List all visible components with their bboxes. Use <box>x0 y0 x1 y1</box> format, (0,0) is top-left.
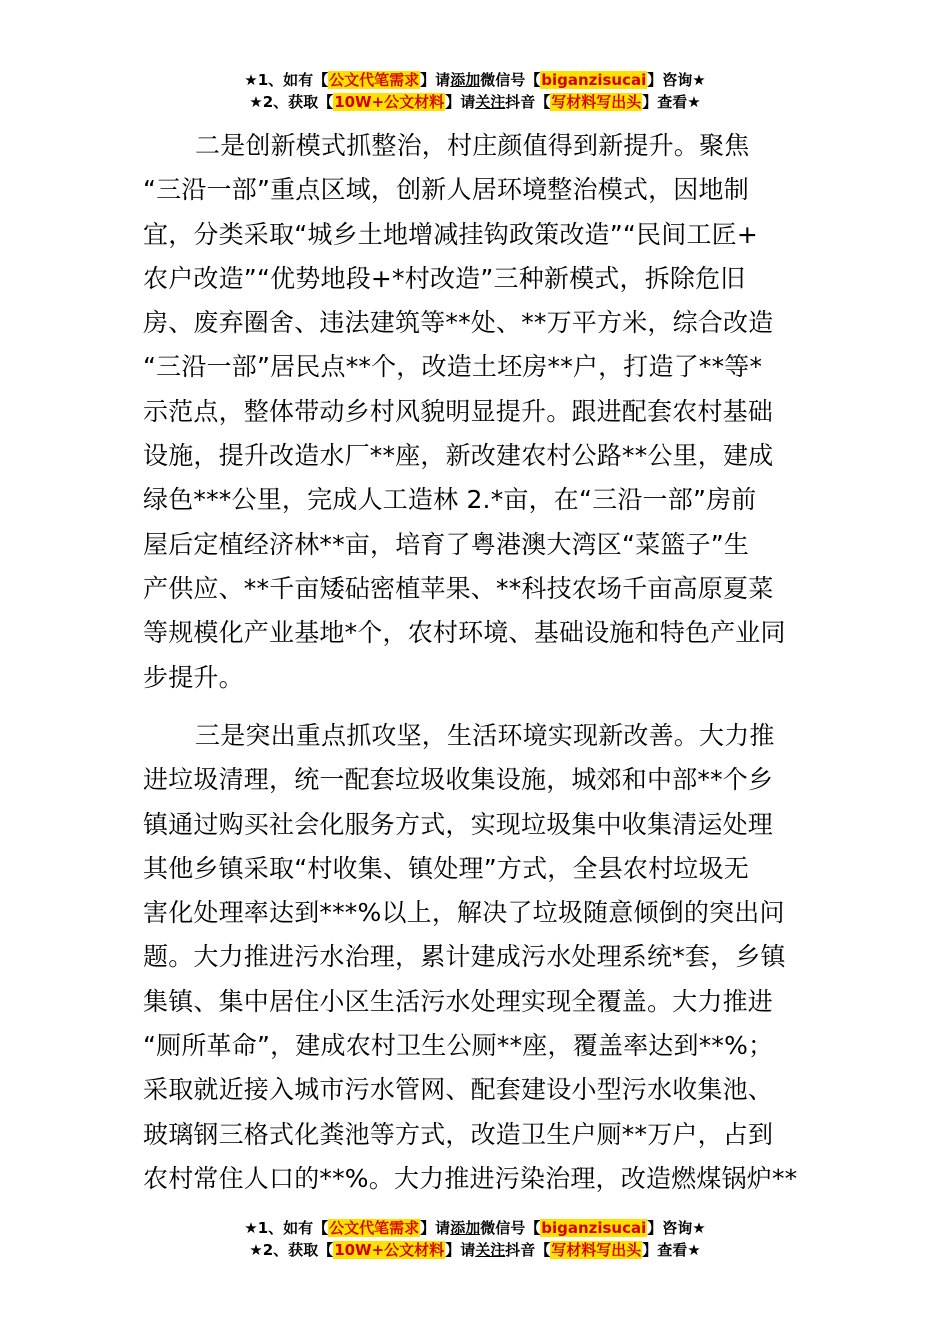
banner-text: 微信号【 <box>480 1219 541 1237</box>
text-line: “厕所革命”，建成农村卫生公厕**座，覆盖率达到**%； <box>143 1031 774 1061</box>
text-line: 采取就近接入城市污水管网、配套建设小型污水收集池、 <box>143 1075 774 1105</box>
banner-highlight: 写材料写出头 <box>551 93 642 111</box>
banner-text: 】查看★ <box>642 93 701 111</box>
text-line: 进垃圾清理，统一配套垃圾收集设施，城郊和中部**个乡 <box>143 765 774 795</box>
banner-line-2 <box>0 1239 950 1261</box>
text-line: 镇通过购买社会化服务方式，实现垃圾集中收集清运处理 <box>143 809 774 839</box>
text-line: 玻璃钢三格式化粪池等方式，改造卫生户厕**万户，占到 <box>143 1119 774 1149</box>
banner-text: ★1、如有【 <box>244 71 329 89</box>
text-line: 绿色***公里，完成人工造林 2.*亩，在“三沿一部”房前 <box>143 485 757 515</box>
banner-highlight: biganzisucai <box>541 71 647 89</box>
text-line: “三沿一部”居民点**个，改造土坯房**户，打造了**等* <box>143 352 763 382</box>
banner-text: 】请 <box>420 1219 451 1237</box>
text-line: 设施，提升改造水厂**座，新改建农村公路**公里，建成 <box>143 441 774 471</box>
banner-highlight: 写材料写出头 <box>551 1241 642 1259</box>
banner-highlight: 10W+公文材料 <box>334 93 445 111</box>
text-line: 集镇、集中居住小区生活污水处理实现全覆盖。大力推进 <box>143 986 774 1016</box>
paragraph-1 <box>143 124 807 700</box>
banner-line-1 <box>0 1217 950 1239</box>
text-line: 题。大力推进污水治理，累计建成污水处理系统*套，乡镇 <box>143 942 786 972</box>
banner-emphasis: 添加 <box>450 71 481 89</box>
text-line: 示范点，整体带动乡村风貌明显提升。跟进配套农村基础 <box>143 396 774 426</box>
banner-emphasis: 关注 <box>475 1241 506 1259</box>
header-banner <box>0 69 950 113</box>
banner-text: 微信号【 <box>480 71 541 89</box>
text-line: 产供应、**千亩矮砧密植苹果、**科技农场千亩高原夏菜 <box>143 573 774 603</box>
text-line: 等规模化产业基地*个，农村环境、基础设施和特色产业同 <box>143 618 786 648</box>
banner-emphasis: 关注 <box>475 93 506 111</box>
text-line: 其他乡镇采取“村收集、镇处理”方式，全县农村垃圾无 <box>143 853 749 883</box>
text-line: 宜，分类采取“城乡土地增减挂钩政策改造”“民间工匠+ <box>143 219 759 249</box>
banner-line-1 <box>0 69 950 91</box>
banner-text: 】查看★ <box>642 1241 701 1259</box>
banner-line-2 <box>0 91 950 113</box>
text-line: 三是突出重点抓攻坚，生活环境实现新改善。大力推 <box>195 721 775 750</box>
text-line: 农村常住人口的**%。大力推进污染治理，改造燃煤锅炉** <box>143 1163 798 1193</box>
footer-banner <box>0 1217 950 1261</box>
paragraph-2 <box>143 714 807 1201</box>
banner-highlight: 公文代笔需求 <box>329 1219 420 1237</box>
banner-text: ★2、获取【 <box>249 1241 334 1259</box>
text-line: “三沿一部”重点区域，创新人居环境整治模式，因地制 <box>143 175 749 205</box>
text-line: 二是创新模式抓整治，村庄颜值得到新提升。聚焦 <box>195 131 750 160</box>
banner-text: 】请 <box>420 71 451 89</box>
banner-text: 】咨询★ <box>647 71 706 89</box>
text-line: 屋后定植经济林**亩，培育了粤港澳大湾区“菜篮子”生 <box>143 529 750 559</box>
banner-text: 抖音【 <box>505 1241 551 1259</box>
banner-highlight: 公文代笔需求 <box>329 71 420 89</box>
banner-text: 】请 <box>445 93 476 111</box>
banner-highlight: 10W+公文材料 <box>334 1241 445 1259</box>
banner-emphasis: 添加 <box>450 1219 481 1237</box>
banner-text: 】咨询★ <box>647 1219 706 1237</box>
banner-text: 抖音【 <box>505 93 551 111</box>
text-line: 房、废弃圈舍、违法建筑等**处、**万平方米，综合改造 <box>143 308 774 338</box>
banner-text: 】请 <box>445 1241 476 1259</box>
text-line: 农户改造”“优势地段+*村改造”三种新模式，拆除危旧 <box>143 263 746 293</box>
banner-highlight: biganzisucai <box>541 1219 647 1237</box>
text-line: 害化处理率达到***%以上，解决了垃圾随意倾倒的突出问 <box>143 898 785 928</box>
text-line: 步提升。 <box>143 662 244 692</box>
banner-text: ★2、获取【 <box>249 93 334 111</box>
banner-text: ★1、如有【 <box>244 1219 329 1237</box>
